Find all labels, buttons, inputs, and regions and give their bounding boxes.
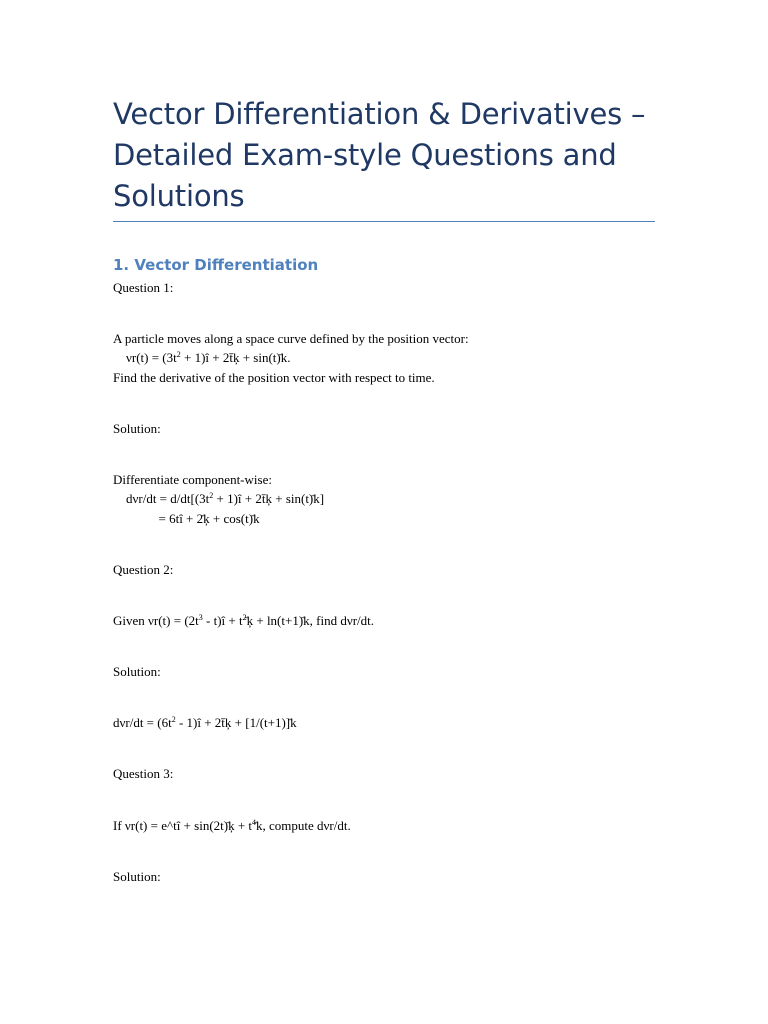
exponent: 2 (171, 715, 176, 724)
question-3-label: Question 3: (113, 766, 174, 781)
question-2-solution-label: Solution: (113, 664, 161, 679)
title-underline (113, 221, 655, 222)
document-page (113, 0, 658, 1024)
equation-part: + 1)î + 2t̄ķ + sin(t)̄k. (180, 350, 291, 365)
question-2-label: Question 2: (113, 562, 174, 577)
question-1-label: Question 1: (113, 280, 174, 295)
equation-part: - t)î + t (202, 613, 243, 628)
question-1-solution-label: Solution: (113, 421, 161, 436)
equation-part: ̄ķ + ln(t+1)̄k, find dνr/dt. (246, 613, 375, 628)
equation-part: + 1)î + 2t̄ķ + sin(t)̄k] (213, 491, 325, 506)
question-1-prompt: Find the derivative of the position vector with respect to time. (113, 370, 435, 385)
question-2-solution-equation (113, 714, 297, 732)
exponent: 2 (176, 350, 181, 359)
document-title: Vector Differentiation & Derivatives – Detailed Exam-style Questions and Solutions (113, 97, 646, 213)
question-1-solution-equation-1 (113, 490, 324, 508)
question-1-solution-equation-2: = 6tî + 2̄ķ + cos(t)̄k (113, 511, 260, 526)
question-3-text (113, 817, 351, 835)
exponent: 2 (242, 613, 247, 622)
section-heading: 1. Vector Differentiation (113, 256, 319, 274)
question-1-text: A particle moves along a space curve defined by the position vector: (113, 331, 469, 346)
question-1-equation (113, 349, 291, 367)
equation-part: If νr(t) = e^tî + sin(2t)̄ķ + t (113, 818, 253, 833)
equation-part: Given νr(t) = (2t (113, 613, 199, 628)
exponent: 2 (209, 491, 214, 500)
question-2-text (113, 612, 374, 630)
equation-part: dνr/dt = d/dt[(3t (113, 491, 210, 506)
question-1-solution-text: Differentiate component-wise: (113, 472, 272, 487)
question-3-solution-label: Solution: (113, 869, 161, 884)
equation-part: νr(t) = (3t (113, 350, 177, 365)
exponent: 4 (252, 818, 257, 827)
equation-part: dνr/dt = (6t (113, 715, 172, 730)
equation-part: - 1)î + 2t̄ķ + [1/(t+1)]̄k (175, 715, 297, 730)
exponent: 3 (198, 613, 203, 622)
equation-part: ̄k, compute dνr/dt. (256, 818, 351, 833)
